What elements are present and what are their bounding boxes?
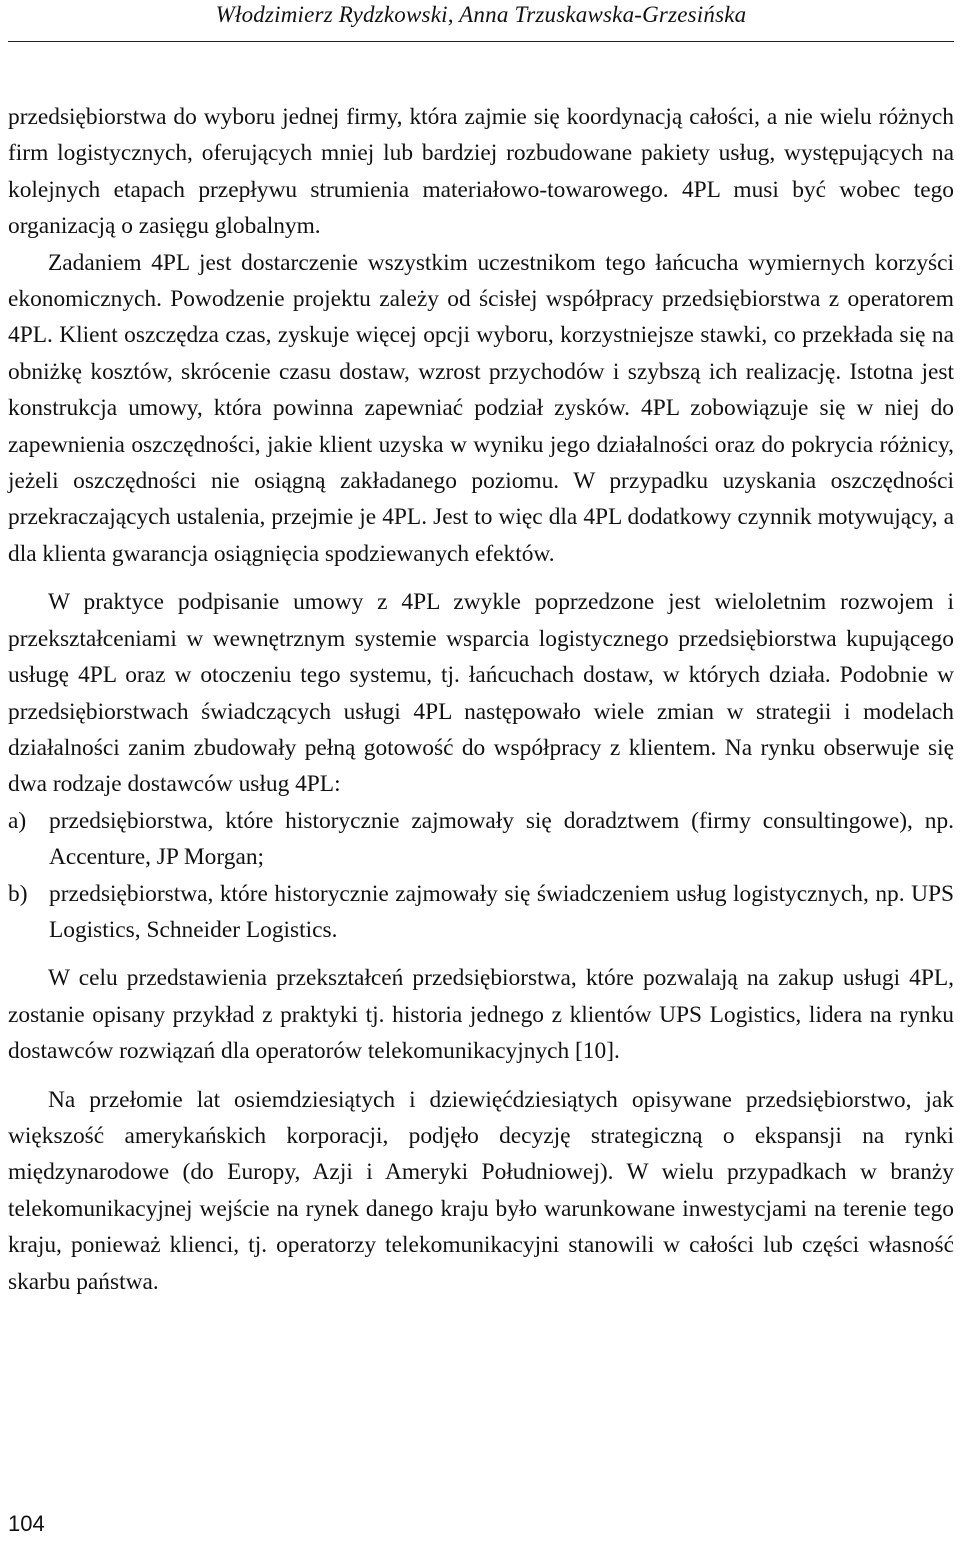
list-item-text: przedsiębiorstwa, które historycznie zajmowały się doradztwem (firmy consultingowe), np. Accenture, JP Morgan; bbox=[49, 807, 954, 871]
paragraph-in-practice: W praktyce podpisanie umowy z 4PL zwykle poprzedzone jest wieloletnim rozwojem i przekształceniami w wewnętrznym systemie wsparcia logistycznego przedsiębiorstwa kupującego usługę 4PL oraz w otoczeniu tego systemu, tj. łańcuchach dostaw, w których działa. Podobnie w przedsiębiorstwach świadczących usługi 4PL następowało wiele zmian w strategii i modelach działalności zanim zbudowały pełną gotowość do współpracy z klientem. Na rynku obserwuje się dwa rodzaje dostawców usług 4PL: bbox=[8, 589, 954, 798]
provider-types-list bbox=[8, 803, 954, 949]
list-item bbox=[8, 876, 954, 949]
document-page bbox=[8, 0, 954, 1559]
list-marker: b) bbox=[8, 880, 28, 907]
paragraph-4pl-goals: Zadaniem 4PL jest dostarczenie wszystkim uczestnikom tego łańcucha wymiernych korzyści ekonomicznych. Powodzenie projektu zależy od ścisłej współpracy przedsiębiorstwa z operatorem 4PL. Klient oszczędza czas, zyskuje więcej opcji wyboru, korzystniejsze stawki, co przekłada się na obniżkę kosztów, skrócenie czasu dostaw, wzrost przychodów i szybszą ich realizację. Istotna jest konstrukcja umowy, która powinna zapewniać podział zysków. 4PL zobowiązuje się w niej do zapewnienia oszczędności, jakie klient uzyska w wyniku jego działalności oraz do pokrycia różnicy, jeżeli oszczędności nie osiągną zakładanego poziomu. W przypadku uzyskania oszczędności przekraczających ustalenia, przejmie je 4PL. Jest to więc dla 4PL dodatkowy czynnik motywujący, a dla klienta gwarancja osiągnięcia spodziewanych efektów. bbox=[8, 249, 954, 567]
header-rule bbox=[8, 41, 954, 42]
paragraph-continuation: przedsiębiorstwa do wyboru jednej firmy, która zajmie się koordynacją całości, a nie wielu różnych firm logistycznych, oferujących mniej lub bardziej rozbudowane pakiety usług, występujących na kolejnych etapach przepływu strumienia materiałowo-towarowego. 4PL musi być wobec tego organizacją o zasięgu globalnym. bbox=[8, 104, 954, 240]
body-text bbox=[8, 99, 954, 1300]
paragraph-example-intro: W celu przedstawienia przekształceń przedsiębiorstwa, które pozwalają na zakup usługi 4PL, zostanie opisany przykład z praktyki tj. historia jednego z klientów UPS Logistics, lidera na rynku dostawców rozwiązań dla operatorów telekomunikacyjnych [10]. bbox=[8, 965, 954, 1065]
list-item-text: przedsiębiorstwa, które historycznie zajmowały się świadczeniem usług logistycznych, np. UPS Logistics, Schneider Logistics. bbox=[49, 880, 954, 943]
page-number: 104 bbox=[8, 1511, 45, 1536]
list-marker: a) bbox=[8, 807, 27, 834]
paragraph-expansion-history: Na przełomie lat osiemdziesiątych i dziewięćdziesiątych opisywane przedsiębiorstwo, jak większość amerykańskich korporacji, podjęło decyzję strategiczną o ekspansji na rynki międzynarodowe (do Europy, Azji i Ameryki Południowej). W wielu przypadkach w branży telekomunikacyjnej wejście na rynek danego kraju było warunkowane inwestycjami na terenie tego kraju, ponieważ klienci, tj. operatorzy telekomunikacyjni stanowili w całości lub części własność skarbu państwa. bbox=[8, 1086, 954, 1295]
list-item bbox=[8, 803, 954, 876]
running-header-authors: Włodzimierz Rydzkowski, Anna Trzuskawska-Grzesińska bbox=[215, 2, 747, 27]
